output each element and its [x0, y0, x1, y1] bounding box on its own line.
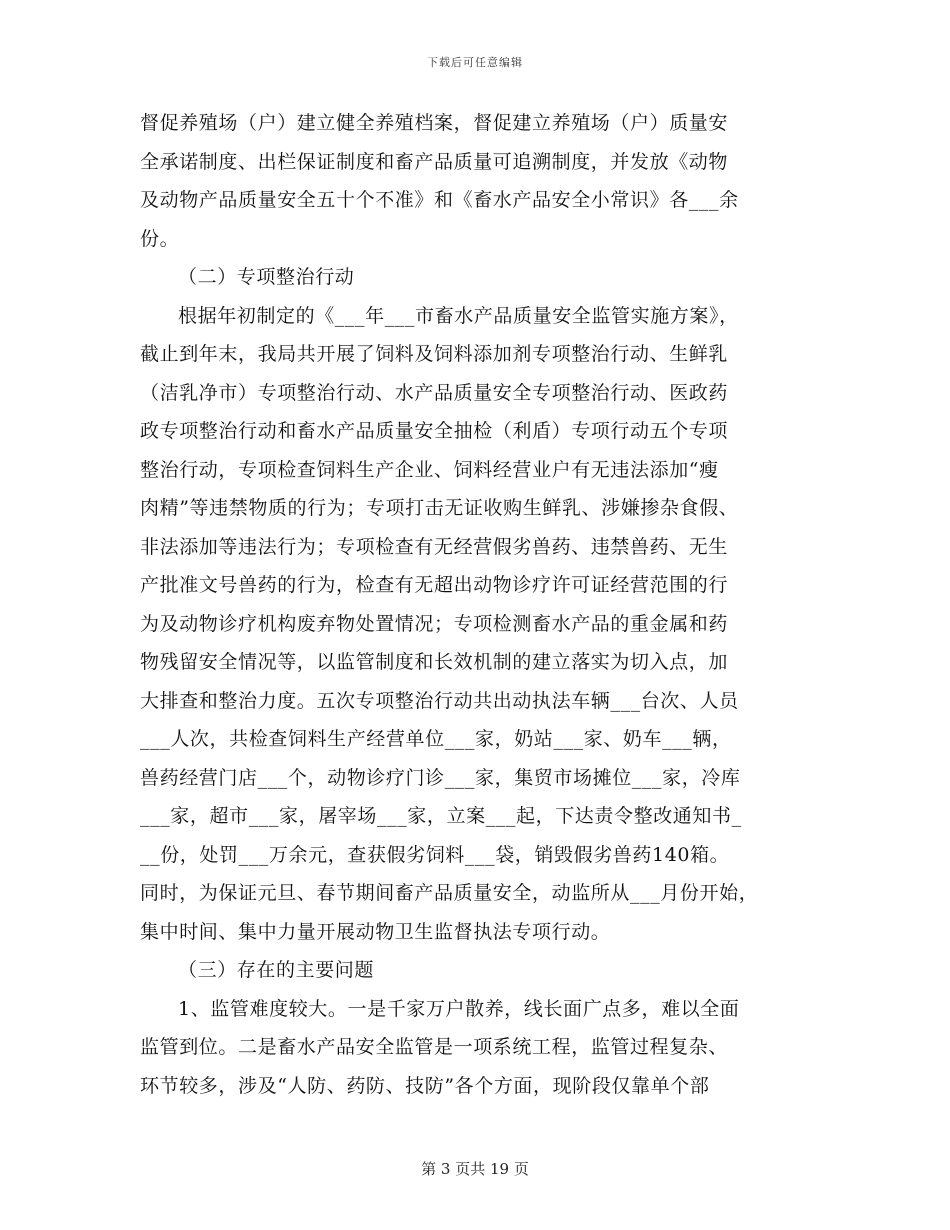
section-heading: （三）存在的主要问题 [178, 959, 375, 981]
body-line: 督促养殖场（户）建立健全养殖档案，督促建立养殖场（户）质量安 [140, 112, 729, 134]
body-line: 根据年初制定的《___年___市畜水产品质量安全监管实施方案》， [178, 304, 739, 327]
body-line: 全承诺制度、出栏保证制度和畜产品质量可追溯制度，并发放《动物 [140, 150, 729, 173]
body-line: ___人次，共检查饲料生产经营单位___家，奶站___家、奶车___辆， [140, 728, 732, 750]
body-line: 物残留安全情况等，以监管制度和长效机制的建立落实为切入点，加 [140, 651, 729, 673]
body-line: 为及动物诊疗机构废弃物处置情况；专项检测畜水产品的重金属和药 [140, 612, 729, 635]
body-line: 同时，为保证元旦、春节期间畜产品质量安全，动监所从___月份开始， [140, 882, 759, 904]
body-line: ___家，超市___家，屠宰场___家，立案___起，下达责令整改通知书_ [140, 805, 742, 827]
body-line: 非法添加等违法行为；专项检查有无经营假劣兽药、违禁兽药、无生 [140, 535, 729, 558]
page-header: 下载后可任意编辑 [427, 56, 523, 69]
page-number: 第 3 页共 19 页 [421, 1160, 529, 1178]
body-line: 兽药经营门店___个，动物诊疗门诊___家，集贸市场摊位___家，冷库 [140, 766, 741, 789]
section-heading: （二）专项整治行动 [178, 266, 355, 288]
document-body [140, 104, 820, 1105]
body-line: 整治行动，专项检查饲料生产企业、饲料经营业户有无违法添加“瘦 [140, 458, 719, 481]
body-line: __份，处罚___万余元，查获假劣饲料___袋，销毁假劣兽药140箱。 [140, 843, 730, 866]
body-line: 份。 [140, 227, 180, 250]
body-line: 政专项整治行动和畜水产品质量安全抽检（利盾）专项行动五个专项 [140, 420, 729, 442]
body-line: 大排查和整治力度。五次专项整治行动共出动执法车辆___台次、人员 [140, 689, 739, 712]
body-line: 1、监管难度较大。一是千家万户散养，线长面广点多，难以全面 [178, 997, 740, 1020]
body-line: （洁乳净市）专项整治行动、水产品质量安全专项整治行动、医政药 [140, 381, 729, 404]
body-line: 产批准文号兽药的行为，检查有无超出动物诊疗许可证经营范围的行 [140, 574, 729, 596]
body-line: 环节较多，涉及“人防、药防、技防”各个方面，现阶段仅靠单个部 [140, 1074, 710, 1097]
body-line: 肉精”等违禁物质的行为；专项打击无证收购生鲜乳、涉嫌掺杂食假、 [140, 497, 739, 519]
body-line: 监管到位。二是畜水产品安全监管是一项系统工程，监管过程复杂、 [140, 1036, 729, 1058]
body-line: 及动物产品质量安全五十个不准》和《畜水产品安全小常识》各___余 [140, 189, 739, 211]
body-line: 集中时间、集中力量开展动物卫生监督执法专项行动。 [140, 920, 611, 943]
body-line: 截止到年末，我局共开展了饲料及饲料添加剂专项整治行动、生鲜乳 [140, 343, 729, 365]
